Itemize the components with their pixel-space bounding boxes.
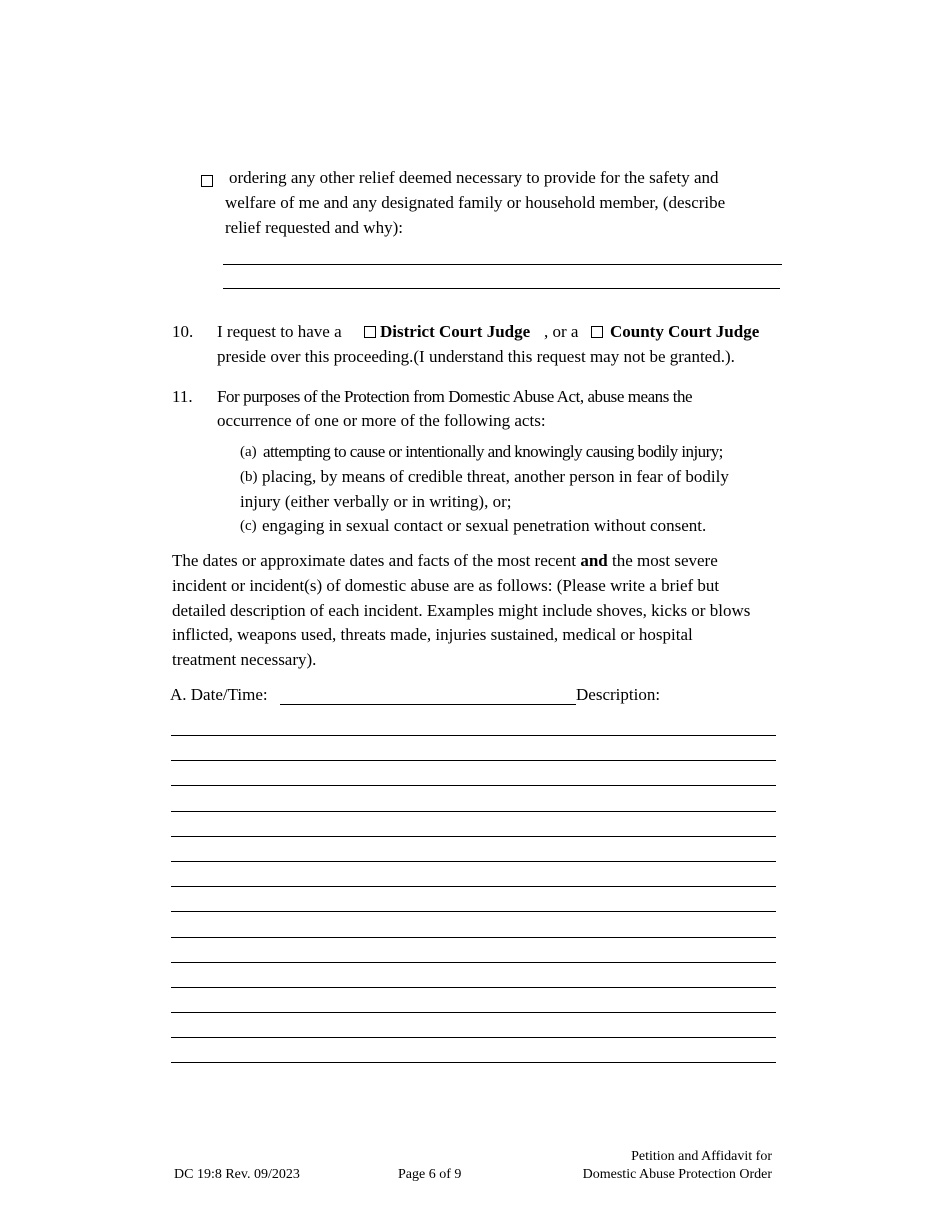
item-11-line1: For purposes of the Protection from Domestic Abuse Act, abuse means the: [217, 387, 693, 406]
relief-answer-line-1[interactable]: [223, 264, 782, 265]
footer-page-number: Page 6 of 9: [398, 1167, 462, 1182]
dates-line5: treatment necessary).: [172, 650, 317, 669]
description-line[interactable]: [171, 937, 776, 938]
footer-title-line2: Domestic Abuse Protection Order: [582, 1167, 772, 1182]
dates-line3: detailed description of each incident. Examples might include shoves, kicks or blows: [172, 601, 751, 620]
footer-form-id: DC 19:8 Rev. 09/2023: [174, 1167, 300, 1182]
dates-line2: incident or incident(s) of domestic abuse are as follows: (Please write a brief but: [172, 576, 720, 595]
district-court-judge-checkbox[interactable]: [364, 326, 376, 338]
description-line[interactable]: [171, 962, 776, 963]
item-10-number: 10.: [172, 322, 194, 341]
relief-text-line1: ordering any other relief deemed necessary to provide for the safety and: [229, 168, 719, 187]
county-court-judge-label: County Court Judge: [610, 322, 760, 341]
description-line[interactable]: [171, 760, 776, 761]
relief-answer-line-2[interactable]: [223, 288, 780, 289]
relief-text-line3: relief requested and why):: [225, 218, 403, 237]
description-line[interactable]: [171, 886, 776, 887]
dates-line1: The dates or approximate dates and facts of the most recent and the most severe: [172, 551, 718, 570]
relief-text-line2: welfare of me and any designated family or household member, (describe: [225, 193, 726, 212]
description-line[interactable]: [171, 987, 776, 988]
item-11-a-text: attempting to cause or intentionally and knowingly causing bodily injury;: [263, 442, 723, 461]
item-10-line2: preside over this proceeding.(I understand this request may not be granted.).: [217, 347, 735, 366]
description-line[interactable]: [171, 785, 776, 786]
other-relief-checkbox[interactable]: [201, 175, 213, 187]
district-court-judge-label: District Court Judge: [380, 322, 531, 341]
item-11-b-text: placing, by means of credible threat, another person in fear of bodily: [262, 467, 729, 486]
description-line[interactable]: [171, 911, 776, 912]
item-11-b-label: (b): [240, 469, 258, 485]
item-10-prefix: I request to have a: [217, 322, 342, 341]
description-line[interactable]: [171, 735, 776, 736]
date-time-label: A. Date/Time:: [170, 685, 268, 704]
description-line[interactable]: [171, 811, 776, 812]
county-court-judge-checkbox[interactable]: [591, 326, 603, 338]
date-time-field[interactable]: [280, 704, 576, 705]
description-line[interactable]: [171, 861, 776, 862]
item-11-b-text2: injury (either verbally or in writing), or;: [240, 492, 512, 511]
item-11-line2: occurrence of one or more of the following acts:: [217, 411, 546, 430]
item-11-c-text: engaging in sexual contact or sexual penetration without consent.: [262, 516, 707, 535]
dates-line4: inflicted, weapons used, threats made, injuries sustained, medical or hospital: [172, 625, 693, 644]
description-line[interactable]: [171, 836, 776, 837]
item-11-a-label: (a): [240, 444, 257, 460]
description-label: Description:: [576, 685, 661, 704]
description-line[interactable]: [171, 1012, 776, 1013]
footer-title-line1: Petition and Affidavit for: [631, 1149, 772, 1164]
description-line[interactable]: [171, 1062, 776, 1063]
item-10-or-text: , or a: [544, 322, 579, 341]
description-line[interactable]: [171, 1037, 776, 1038]
item-11-number: 11.: [172, 387, 193, 406]
item-11-c-label: (c): [240, 518, 257, 534]
